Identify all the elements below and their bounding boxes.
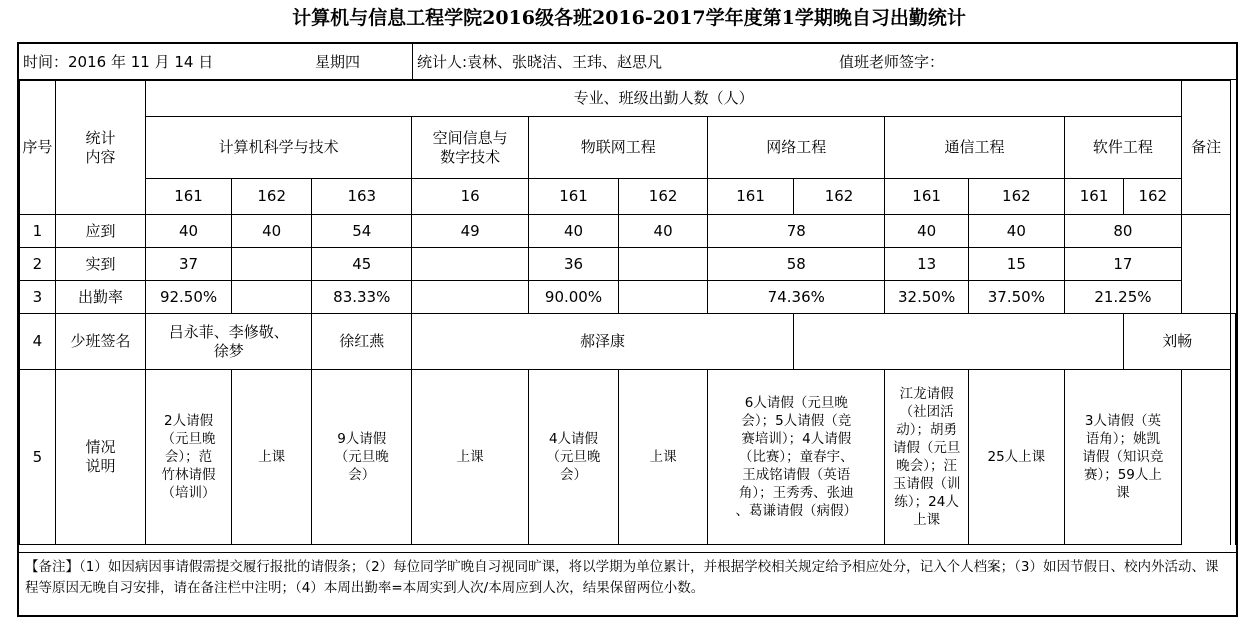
row-no: 5: [20, 370, 56, 545]
cell-value: 74.36%: [708, 281, 885, 314]
cell-value: 6人请假（元旦晚 会）；5人请假（竞 赛培训）；4人请假 （比赛）；童春宇、 王成铭请假（英语 角）；王秀秀、张迪 、葛谦请假（病假）: [708, 370, 885, 545]
cell-empty: [231, 248, 312, 281]
cell-empty: [793, 314, 1124, 370]
cell-value: 37.50%: [969, 281, 1065, 314]
counters-text: 统计人:袁林、张晓洁、王玮、赵思凡: [417, 53, 663, 71]
cell-value: 13: [885, 248, 969, 281]
cell-value: 徐红燕: [312, 314, 412, 370]
cell-value: 80: [1064, 215, 1181, 248]
cell-empty: [618, 248, 707, 281]
class-iot-161: 161: [529, 179, 619, 215]
class-cs-162: 162: [231, 179, 312, 215]
cell-empty: [412, 248, 529, 281]
cell-value: 吕永菲、李修敬、 徐梦: [146, 314, 312, 370]
class-sw-162: 162: [1124, 179, 1182, 215]
cell-value: 40: [885, 215, 969, 248]
major-spatial: 空间信息与 数字技术: [412, 117, 529, 179]
remark-cell: [1231, 314, 1236, 545]
header-group: 专业、班级出勤人数（人）: [146, 81, 1182, 117]
class-net-161: 161: [708, 179, 793, 215]
header-seq: 序号: [20, 81, 56, 215]
cell-value: 40: [146, 215, 232, 248]
weekday-text: 星期四: [315, 53, 361, 71]
major-telecom: 通信工程: [885, 117, 1064, 179]
cell-value: 2人请假 （元旦晚 会）；范 竹林请假 （培训）: [146, 370, 232, 545]
table-row: [20, 215, 1236, 248]
cell-value: 9人请假 （元旦晚 会）: [312, 370, 412, 545]
cell-value: 40: [618, 215, 707, 248]
cell-empty: [231, 281, 312, 314]
class-sp-16: 16: [412, 179, 529, 215]
row-no: 3: [20, 281, 56, 314]
class-iot-162: 162: [618, 179, 707, 215]
attendance-sheet: [17, 42, 1238, 617]
cell-value: 江龙请假 （社团活 动）；胡勇 请假（元旦 晚会）；汪 玉请假（训 练）；24人 上课: [885, 370, 969, 545]
cell-value: 25人上课: [969, 370, 1065, 545]
row-label: 出勤率: [55, 281, 145, 314]
row-label: 情况 说明: [55, 370, 145, 545]
class-cs-161: 161: [146, 179, 232, 215]
cell-value: 49: [412, 215, 529, 248]
row-label: 少班签名: [55, 314, 145, 370]
cell-value: 上课: [412, 370, 529, 545]
table-row: [20, 248, 1236, 281]
cell-value: 54: [312, 215, 412, 248]
attendance-table: [19, 80, 1236, 545]
info-divider: [412, 44, 413, 80]
cell-value: 刘畅: [1124, 314, 1231, 370]
cell-value: 83.33%: [312, 281, 412, 314]
cell-value: 4人请假 （元旦晚 会）: [529, 370, 619, 545]
cell-value: 40: [529, 215, 619, 248]
header-remark: 备注: [1182, 81, 1231, 215]
table-row: [20, 370, 1236, 545]
page-title: 计算机与信息工程学院2016级各班2016-2017学年度第1学期晚自习出勤统计: [292, 7, 966, 29]
cell-empty: [618, 281, 707, 314]
cell-value: 上课: [231, 370, 312, 545]
cell-value: 15: [969, 248, 1065, 281]
major-iot: 物联网工程: [529, 117, 708, 179]
cell-value: 37: [146, 248, 232, 281]
class-tel-162: 162: [969, 179, 1065, 215]
cell-value: 45: [312, 248, 412, 281]
cell-value: 78: [708, 215, 885, 248]
table-row: [20, 314, 1236, 370]
cell-value: 40: [969, 215, 1065, 248]
footnote: 【备注】（1）如因病因事请假需提交履行报批的请假条；（2）每位同学旷晚自习视同旷课，将以学期为单位累计，并根据学校相关规定给予相应处分，记入个人档案；（3）如因节假日、校内外活动、课程等原因无晚自习安排，请在备注栏中注明；（4）本周出勤率=本周实到人次/本周应到人次，结果保留两位小数。: [19, 552, 1236, 617]
class-net-162: 162: [793, 179, 884, 215]
cell-value: 32.50%: [885, 281, 969, 314]
cell-value: 郝泽康: [412, 314, 794, 370]
cell-value: 36: [529, 248, 619, 281]
major-network: 网络工程: [708, 117, 885, 179]
major-cs: 计算机科学与技术: [146, 117, 412, 179]
cell-value: 21.25%: [1064, 281, 1181, 314]
class-sw-161: 161: [1064, 179, 1124, 215]
row-no: 2: [20, 248, 56, 281]
cell-value: 92.50%: [146, 281, 232, 314]
row-no: 4: [20, 314, 56, 370]
cell-value: 17: [1064, 248, 1181, 281]
info-row: [19, 44, 1236, 80]
cell-value: 3人请假（英 语角）；姚凯 请假（知识竞 赛）；59人上 课: [1064, 370, 1181, 545]
row-no: 1: [20, 215, 56, 248]
row-label: 实到: [55, 248, 145, 281]
cell-value: 上课: [618, 370, 707, 545]
class-tel-161: 161: [885, 179, 969, 215]
cell-empty: [412, 281, 529, 314]
major-software: 软件工程: [1064, 117, 1181, 179]
remark-cell: [1182, 215, 1231, 314]
row-label: 应到: [55, 215, 145, 248]
table-row: [20, 281, 1236, 314]
teacher-sign-label: 值班老师签字：: [839, 53, 945, 71]
cell-value: 40: [231, 215, 312, 248]
date-text: 时间：2016 年 11 月 14 日: [23, 53, 214, 71]
cell-value: 90.00%: [529, 281, 619, 314]
header-content: 统计 内容: [55, 81, 145, 215]
cell-value: 58: [708, 248, 885, 281]
class-cs-163: 163: [312, 179, 412, 215]
